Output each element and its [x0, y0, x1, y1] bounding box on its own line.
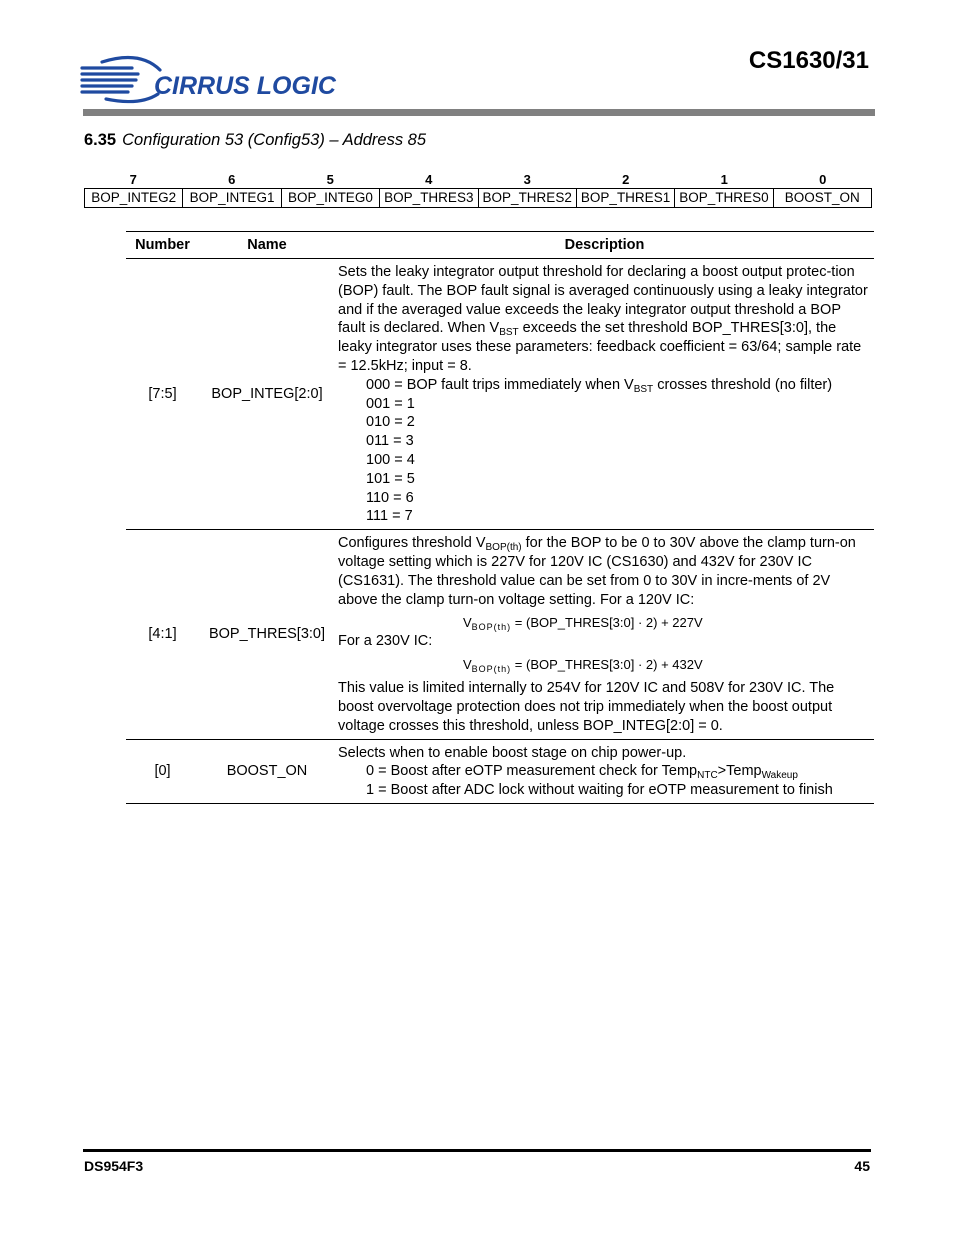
footer-rule	[83, 1149, 871, 1152]
row-name: BOP_INTEG[2:0]	[199, 259, 335, 530]
table-row	[126, 530, 874, 739]
bit-field-cell: BOP_THRES3	[380, 189, 478, 207]
cirrus-logic-logo	[80, 54, 340, 104]
bit-field-cell: BOP_INTEG2	[85, 189, 183, 207]
option-line: 100 = 4	[366, 451, 415, 468]
bit-field-cell: BOP_INTEG1	[183, 189, 281, 207]
logo-swoosh-icon	[82, 58, 160, 102]
option-line: 010 = 2	[366, 414, 415, 431]
header-number: Number	[126, 232, 199, 259]
document-title: CS1630/31	[748, 47, 869, 74]
table-header-row	[126, 232, 874, 259]
bit-number-row	[84, 172, 872, 187]
row-number: [0]	[126, 739, 199, 803]
bit-number: 5	[326, 172, 334, 187]
header-description: Description	[335, 232, 874, 259]
bit-field-cell: BOP_THRES0	[675, 189, 773, 207]
bit-number: 1	[720, 172, 728, 187]
bit-number: 2	[622, 172, 630, 187]
bit-number: 0	[819, 172, 827, 187]
bit-field-cell: BOOST_ON	[784, 190, 860, 205]
option-line: 1 = Boost after ADC lock without waiting for eOTP measurement to finish	[366, 782, 833, 799]
option-line: 0 = Boost after eOTP measurement check for Temp$_{NTC}$>Temp$_{Wakeup}$	[366, 763, 798, 782]
header-name: Name	[199, 232, 335, 259]
section-number: 6.35	[84, 131, 117, 149]
table-row	[126, 259, 874, 530]
description-paragraph: Configures threshold $V_{BOP(th)}$ for the BOP to be 0 to 30V above the clamp turn-on voltage setting which is 227V for 120V IC (CS1630) and 432V for 230V IC (CS1631). The threshold value can be set from 0 to 30V in incre-ments of 2V above the clamp turn-on voltage setting. For a 120V IC:	[338, 535, 856, 608]
row-name: BOOST_ON	[199, 739, 335, 803]
document-id: DS954F3	[84, 1158, 144, 1174]
row-name: BOP_THRES[3:0]	[199, 530, 335, 739]
header-rule	[83, 109, 875, 116]
row-description	[335, 259, 874, 530]
row-number: [7:5]	[126, 259, 199, 530]
option-line: 101 = 5	[366, 470, 415, 487]
option-line: 001 = 1	[366, 395, 415, 412]
bit-number: 7	[129, 172, 137, 187]
bit-field-cell: BOP_THRES1	[577, 189, 675, 207]
register-bit-field-row	[84, 188, 872, 208]
bit-field-cell: BOP_INTEG0	[282, 189, 380, 207]
bit-number: 3	[523, 172, 531, 187]
register-description-table	[126, 231, 874, 804]
bit-field-cell: BOP_THRES2	[479, 189, 577, 207]
logo-wordmark: CIRRUS LOGIC	[154, 72, 336, 100]
formula-120v: $V_{BOP(th)}$ = (BOP_THRES[3:0] · 2) + 227V	[463, 615, 703, 633]
bit-number: 6	[228, 172, 236, 187]
option-line: 111 = 7	[366, 508, 413, 525]
description-paragraph: Selects when to enable boost stage on chip power-up.	[338, 744, 687, 761]
formula-230v: $V_{BOP(th)}$ = (BOP_THRES[3:0] · 2) + 432V	[463, 657, 703, 675]
description-paragraph: This value is limited internally to 254V for 120V IC and 508V for 230V IC. The boost overvoltage protection does not trip immediately when the boost output voltage crosses this threshold, unless BOP_INTEG[2:0] = 0.	[338, 680, 835, 734]
row-number: [4:1]	[126, 530, 199, 739]
page-number: 45	[854, 1158, 870, 1174]
bit-number: 4	[425, 172, 433, 187]
option-line: 110 = 6	[366, 489, 414, 506]
section-heading	[84, 131, 426, 150]
section-title: Configuration 53 (Config53) – Address 85	[122, 131, 427, 149]
description-paragraph: For a 230V IC:	[338, 633, 433, 650]
table-row	[126, 739, 874, 803]
row-description	[335, 530, 874, 739]
row-description	[335, 739, 874, 803]
option-line: 011 = 3	[366, 433, 414, 450]
description-paragraph: Sets the leaky integrator output threshold for declaring a boost output protec-tion (BOP) fault. The BOP fault signal is averaged continuously using a leaky integrator and if the averaged value exceeds the leaky integrator output threshold a BOP fault is declared. When $V_{BST}$ exceeds the set threshold BOP_THRES[3:0], the leaky integrator uses these parameters: feedback coefficient = 63/64; sample rate = 12.5kHz; input = 8.	[338, 264, 868, 374]
option-line: 000 = BOP fault trips immediately when $V_{BST}$ crosses threshold (no filter)	[366, 376, 833, 395]
